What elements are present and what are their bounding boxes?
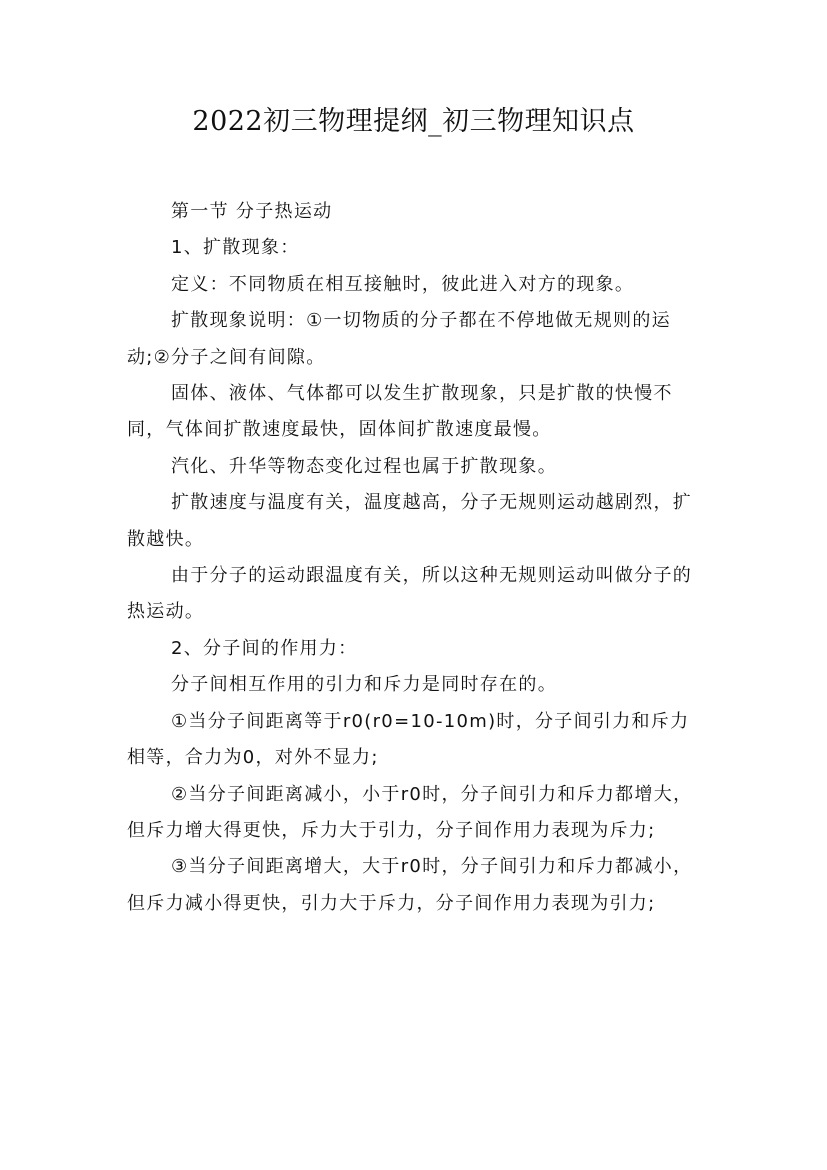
- paragraph: 固体、液体、气体都可以发生扩散现象，只是扩散的快慢不同，气体间扩散速度最快，固体间扩散速度最慢。: [127, 383, 673, 441]
- paragraph: 扩散速度与温度有关，温度越高，分子无规则运动越剧烈，扩散越快。: [127, 492, 693, 550]
- paragraph: 扩散现象说明：①一切物质的分子都在不停地做无规则的运动;②分子之间有间隙。: [127, 310, 671, 368]
- document-title: 2022初三物理提纲_初三物理知识点: [192, 106, 635, 137]
- section-heading: 第一节 分子热运动: [171, 201, 333, 222]
- paragraph: ①当分子间距离等于r0(r0=10-10m)时，分子间引力和斥力相等，合力为0，对外不显力;: [127, 710, 690, 769]
- paragraph: 分子间相互作用的引力和斥力是同时存在的。: [171, 674, 557, 696]
- paragraph: ②当分子间距离减小，小于r0时，分子间引力和斥力都增大，但斥力增大得更快，斥力大于引力，分子间作用力表现为斥力;: [127, 783, 693, 841]
- paragraph: 汽化、升华等物态变化过程也属于扩散现象。: [171, 455, 557, 477]
- subsection-heading: 1、扩散现象：: [171, 237, 300, 259]
- paragraph: ③当分子间距离增大，大于r0时，分子间引力和斥力都减小，但斥力减小得更快，引力大于斥力，分子间作用力表现为引力;: [127, 856, 693, 914]
- paragraph: 定义：不同物质在相互接触时，彼此进入对方的现象。: [171, 273, 635, 295]
- document-body: [127, 194, 707, 922]
- paragraph: 由于分子的运动跟温度有关，所以这种无规则运动叫做分子的热运动。: [127, 565, 693, 623]
- subsection-heading: 2、分子间的作用力：: [171, 637, 358, 659]
